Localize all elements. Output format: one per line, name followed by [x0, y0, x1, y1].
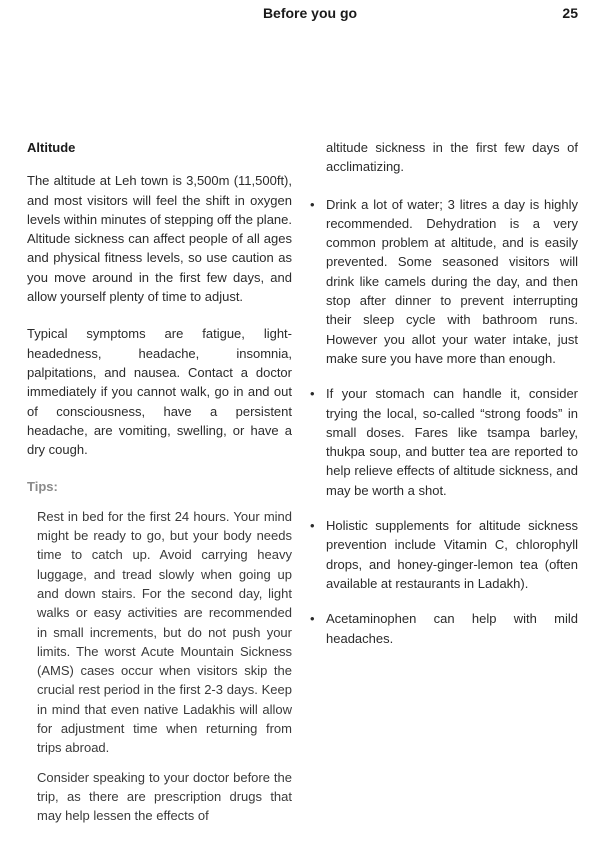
tip-doctor-paragraph: Consider speaking to your doctor before the trip, as there are prescription drugs that may help lessen the effects of [37, 769, 292, 824]
intro-paragraph: The altitude at Leh town is 3,500m (11,500ft), and most visitors will feel the shift in oxygen levels within minutes of stepping off the plane. Altitude sickness can affect people of all ages and physical fitness levels, so use caution as you move around in the first few days, and allow yourself plenty of time to adjust. [27, 173, 292, 305]
left-column [27, 138, 292, 836]
right-column [310, 138, 578, 664]
header-title: Before you go [262, 5, 358, 21]
tips-body [27, 507, 292, 826]
bullet-supplements [310, 516, 578, 593]
bullet-marker: • [310, 611, 315, 627]
tip-rest-paragraph: Rest in bed for the first 24 hours. Your mind might be ready to go, but your body needs time to catch up. Avoid carrying heavy luggage, and tread slowly when going up and down stairs. For the second day, light walks or easy activities are recommended in small increments, but do not push your limits. The worst Acute Mountain Sickness (AMS) cases occur when visitors skip the crucial rest period in the first 2-3 days. Keep in mind that even native Ladakhis will allow for adjustment time when returning from trips abroad. [37, 508, 292, 756]
section-heading-altitude: Altitude [27, 140, 76, 155]
bullet-text: Acetaminophen can help with mild headaches. [326, 611, 578, 646]
bullet-water [310, 195, 578, 369]
symptoms-paragraph: Typical symptoms are fatigue, light-headedness, headache, insomnia, palpitations, and nausea. Contact a doctor immediately if you cannot walk, go in and out of consciousness, have a persistent headache, are vomiting, swelling, or have a dry cough. [27, 326, 292, 458]
bullet-text: Drink a lot of water; 3 litres a day is highly recommended. Dehydration is a very common problem at altitude, and is easily prevented. Some seasoned visitors will drink like camels during the day, and then stop after dinner to prevent interrupting their sleep cycle with bathroom runs. However you allot your water intake, just make sure you have more than enough. [326, 196, 578, 366]
tips-heading: Tips: [27, 479, 58, 495]
continuation-text: altitude sickness in the first few days of acclimatizing. [326, 140, 578, 175]
page-number: 25 [562, 5, 578, 21]
bullet-strong-foods [310, 384, 578, 500]
bullet-marker: • [310, 386, 315, 402]
bullet-marker: • [310, 196, 315, 212]
bullet-marker: • [310, 518, 315, 534]
tips-bullet-list [310, 195, 578, 648]
bullet-acetaminophen [310, 609, 578, 648]
bullet-text: If your stomach can handle it, consider trying the local, so-called “strong foods” in small doses. Fares like tsampa barley, thukpa soup, and butter tea are reported to help relieve effects of altitude sickness, and may be worth a shot. [326, 386, 578, 498]
bullet-text: Holistic supplements for altitude sickness prevention include Vitamin C, chlorophyll drops, and honey-ginger-lemon tea (often available at restaurants in Ladakh). [326, 518, 578, 591]
